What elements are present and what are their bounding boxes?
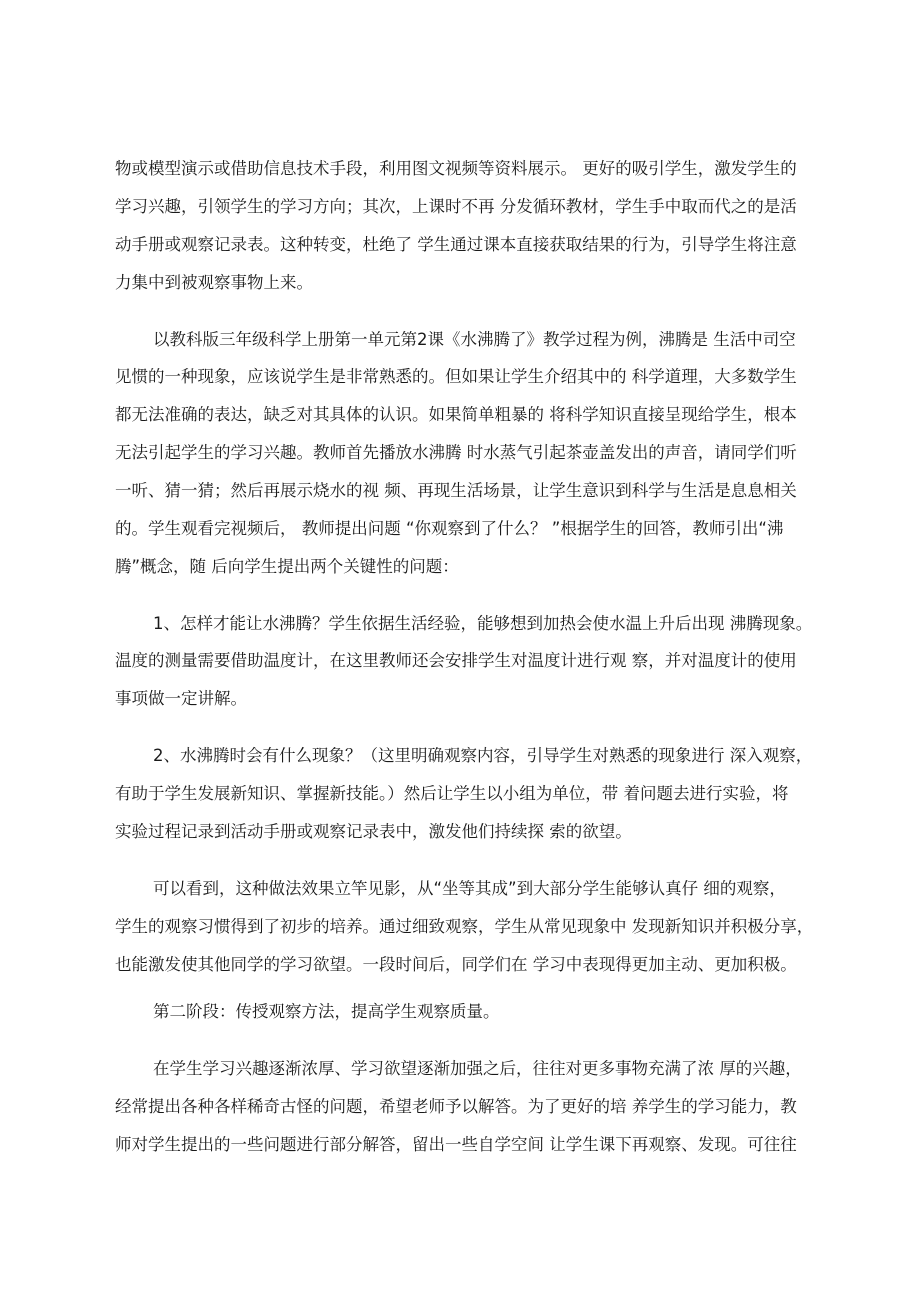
text-line: 学生的观察习惯得到了初步的培养。通过细致观察，学生从常见现象中 发现新知识并积极分享，: [115, 917, 814, 936]
text-line: 无法引起学生的学习兴趣。教师首先播放水沸腾 时水蒸气引起茶壶盖发出的声音，请同学们听: [115, 443, 797, 462]
section-heading: 第二阶段：传授观察方法，提高学生观察质量。: [153, 1002, 500, 1021]
text-line: 的。学生观看完视频后， 教师提出问题 “你观察到了什么？ ”根据学生的回答，教师引出“沸: [115, 519, 784, 538]
text-line: 学习兴趣，引领学生的学习方向；其次，上课时不再 分发循环教材，学生手中取而代之的是活: [115, 197, 797, 216]
text-line: 以教科版三年级科学上册第一单元第2课《水沸腾了》教学过程为例，沸腾是 生活中司空: [153, 330, 796, 349]
text-line: 经常提出各种各样稀奇古怪的问题，希望老师予以解答。为了更好的培 养学生的学习能力，教: [115, 1097, 797, 1116]
text-line: 腾”概念，随 后向学生提出两个关键性的问题：: [115, 557, 459, 576]
text-line: 都无法准确的表达，缺乏对其具体的认识。如果简单粗暴的 将科学知识直接呈现给学生，根本: [115, 405, 797, 424]
text-line: 有助于学生发展新知识、掌握新技能。）然后让学生以小组为单位，带 着问题去进行实验，将: [115, 784, 789, 803]
text-line: 见惯的一种现象，应该说学生是非常熟悉的。但如果让学生介绍其中的 科学道理，大多数学生: [115, 367, 797, 386]
text-line: 2、水沸腾时会有什么现象？（这里明确观察内容，引导学生对熟悉的现象进行 深入观察，: [153, 746, 813, 765]
text-line: 师对学生提出的一些问题进行部分解答，留出一些自学空间 让学生课下再观察、发现。可往往: [115, 1135, 797, 1154]
text-line: 温度的测量需要借助温度计，在这里教师还会安排学生对温度计进行观 察，并对温度计的使用: [115, 651, 797, 670]
text-line: 一听、猜一猜；然后再展示烧水的视 频、再现生活场景，让学生意识到科学与生活是息息相关: [115, 481, 797, 500]
text-line: 也能激发使其他同学的学习欲望。一段时间后，同学们在 学习中表现得更加主动、更加积极。: [115, 955, 797, 974]
text-line: 物或模型演示或借助信息技术手段，利用图文视频等资料展示。 更好的吸引学生，激发学生的: [115, 159, 797, 178]
text-line: 事项做一定讲解。: [115, 689, 247, 708]
text-line: 力集中到被观察事物上来。: [115, 273, 313, 292]
text-line: 1、怎样才能让水沸腾？学生依据生活经验，能够想到加热会使水温上升后出现 沸腾现象。: [153, 614, 813, 633]
text-line: 可以看到，这种做法效果立竿见影，从“坐等其成”到大部分学生能够认真仔 细的观察，: [153, 879, 786, 898]
text-line: 动手册或观察记录表。这种转变，杜绝了 学生通过课本直接获取结果的行为，引导学生将注意: [115, 235, 797, 254]
text-line: 在学生学习兴趣逐渐浓厚、学习欲望逐渐加强之后，往往对更多事物充满了浓 厚的兴趣，: [153, 1059, 802, 1078]
text-line: 实验过程记录到活动手册或观察记录表中，激发他们持续探 索的欲望。: [115, 822, 632, 841]
